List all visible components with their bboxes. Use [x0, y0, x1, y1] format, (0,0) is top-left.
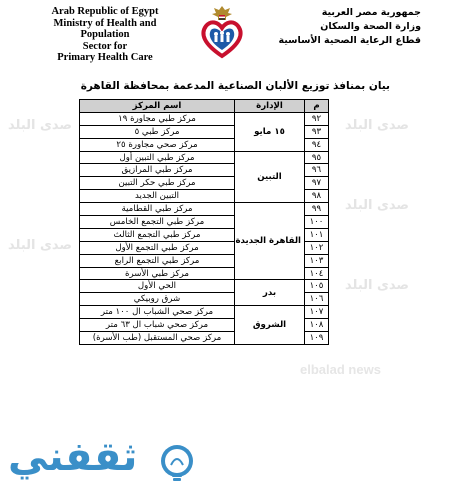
brand-logo: ثقفني [8, 434, 138, 480]
distribution-table [79, 99, 329, 345]
row-name: مركز طبي الأسرة [80, 267, 235, 280]
dept-cell: ١٥ مايو [235, 112, 305, 151]
header-english [30, 6, 180, 64]
row-name: مركز صحي المستقبل (طب الأسرة) [80, 332, 235, 345]
table-row [80, 306, 329, 319]
row-num: ١٠٤ [305, 267, 329, 280]
row-num: ١٠١ [305, 228, 329, 241]
dept-cell: التبين [235, 151, 305, 203]
row-num: ١٠٨ [305, 319, 329, 332]
ministry-logo-icon [196, 2, 248, 60]
row-name: مركز طبي التجمع الأول [80, 241, 235, 254]
document-title: بيان بمنافذ توزيع الألبان الصناعية المدعمة بمحافظة القاهرة [80, 80, 390, 92]
row-name: مركز صحي مجاورة ٢٥ [80, 138, 235, 151]
header-arabic [271, 6, 421, 48]
row-name: مركز طبي ٥ [80, 125, 235, 138]
watermark-text: صدى البلد [8, 238, 72, 253]
row-num: ١٠٩ [305, 332, 329, 345]
row-num: ٩٧ [305, 177, 329, 190]
table-row [80, 112, 329, 125]
watermark-news: elbalad news [300, 362, 381, 377]
row-num: ٩٣ [305, 125, 329, 138]
watermark-text: صدى البلد [8, 118, 72, 133]
lightbulb-icon [157, 443, 197, 487]
header-num: م [305, 100, 329, 113]
row-num: ١٠٢ [305, 241, 329, 254]
row-name: مركز طبي التجمع الثالث [80, 228, 235, 241]
table-row [80, 151, 329, 164]
row-name: مركز طبي التبين أول [80, 151, 235, 164]
row-num: ٩٩ [305, 203, 329, 216]
row-name: مركز صحي الشباب ال ١٠٠ متر [80, 306, 235, 319]
watermark-text: صدى البلد [345, 198, 409, 213]
row-name: مركز طبي القطامية [80, 203, 235, 216]
header-en-line-1: Arab Republic of Egypt [51, 6, 159, 17]
table-row [80, 280, 329, 293]
header-en-line-2: Ministry of Health and Population [53, 17, 157, 40]
header-name: اسم المركز [80, 100, 235, 113]
row-name: الحي الأول [80, 280, 235, 293]
watermark-text: صدى البلد [345, 118, 409, 133]
row-num: ٩٥ [305, 151, 329, 164]
row-name: مركز طبي التجمع الخامس [80, 216, 235, 229]
row-name: التبين الجديد [80, 190, 235, 203]
row-num: ١٠٣ [305, 254, 329, 267]
row-num: ١٠٠ [305, 216, 329, 229]
row-name: شرق روبيكي [80, 293, 235, 306]
header-en-line-4: Primary Health Care [57, 52, 153, 63]
dept-cell: الشروق [235, 306, 305, 345]
header-en-line-3: Sector for [82, 40, 128, 52]
header-ar-line-1: جمهورية مصر العربية [321, 7, 421, 18]
row-name: مركز طبي حكر التبين [80, 177, 235, 190]
header-dept: الإدارة [235, 100, 305, 113]
row-num: ١٠٦ [305, 293, 329, 306]
row-name: مركز صحي شباب ال ٦٣ متر [80, 319, 235, 332]
row-num: ٩٢ [305, 112, 329, 125]
dept-cell: القاهرة الجديدة [235, 203, 305, 280]
header-ar-line-2: وزارة الصحة والسكان [320, 21, 421, 32]
header-ar-line-3: قطاع الرعاية الصحية الأساسية [278, 35, 421, 46]
row-num: ١٠٥ [305, 280, 329, 293]
row-name: مركز طبي التجمع الرابع [80, 254, 235, 267]
table-row [80, 203, 329, 216]
row-num: ٩٨ [305, 190, 329, 203]
row-num: ١٠٧ [305, 306, 329, 319]
row-name: مركز طبي المرازيق [80, 164, 235, 177]
watermark-text: صدى البلد [345, 278, 409, 293]
dept-cell: بدر [235, 280, 305, 306]
row-name: مركز طبي مجاورة ١٩ [80, 112, 235, 125]
row-num: ٩٤ [305, 138, 329, 151]
row-num: ٩٦ [305, 164, 329, 177]
table-header-row [80, 100, 329, 113]
